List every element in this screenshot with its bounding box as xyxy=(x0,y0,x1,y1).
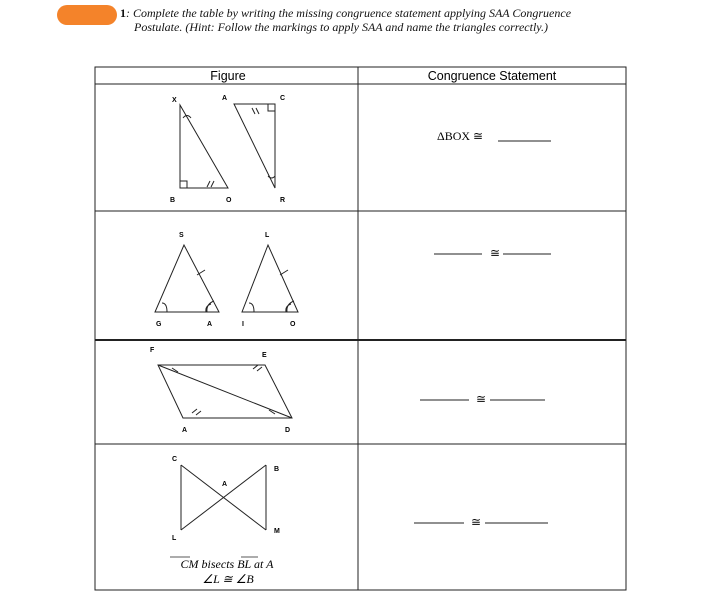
label-b: B xyxy=(170,197,176,204)
label-g: G xyxy=(156,321,162,328)
item-number: 1 xyxy=(120,6,126,20)
instructions-line2: Postulate. (Hint: Follow the markings to apply SAA and name the triangles correctly.) xyxy=(134,20,548,34)
angle-mark xyxy=(162,303,167,312)
label-d: D xyxy=(285,427,291,434)
label-x: X xyxy=(172,97,177,104)
label-a: A xyxy=(222,481,228,488)
table-border xyxy=(95,67,626,590)
triangle-sga xyxy=(155,245,219,312)
triangle-box xyxy=(180,105,228,188)
congruence-symbol: ≅ xyxy=(476,392,487,406)
right-angle-mark xyxy=(268,104,275,111)
angle-mark xyxy=(268,176,275,178)
label-i: I xyxy=(242,321,244,328)
congruence-symbol: ≅ xyxy=(490,246,501,260)
row3-figure xyxy=(158,365,292,418)
label-s: S xyxy=(179,232,184,239)
header-figure: Figure xyxy=(210,69,246,83)
label-l: L xyxy=(265,232,270,239)
row1-statement: ΔBOX ≅ xyxy=(437,129,484,143)
row1-figure xyxy=(180,104,275,188)
label-f: F xyxy=(150,347,155,354)
row2-figure xyxy=(155,245,298,312)
congruence-symbol: ≅ xyxy=(471,515,482,529)
given-bisects: CM bisects BL at A xyxy=(180,557,274,571)
side-mark xyxy=(207,181,214,187)
label-b: B xyxy=(274,466,280,473)
label-r: R xyxy=(280,197,286,204)
label-m: M xyxy=(274,528,280,535)
diagonal xyxy=(158,365,292,418)
angle-mark xyxy=(249,303,254,312)
table-grid xyxy=(95,67,626,590)
label-a: A xyxy=(182,427,188,434)
label-a: A xyxy=(222,95,228,102)
row4-figure xyxy=(181,465,266,530)
right-angle-mark xyxy=(180,181,187,188)
side-mark xyxy=(192,409,201,415)
angle-mark xyxy=(206,301,214,312)
label-l: L xyxy=(172,535,177,542)
label-a: A xyxy=(207,321,213,328)
instructions-line1: Complete the table by writing the missing congruence statement applying SAA Congruence xyxy=(133,6,572,20)
triangle-lio xyxy=(242,245,298,312)
label-o: O xyxy=(226,197,232,204)
side-mark xyxy=(252,108,259,114)
triangle-acr xyxy=(234,104,275,188)
label-c: C xyxy=(280,95,286,102)
side-mark xyxy=(280,270,288,275)
label-c: C xyxy=(172,456,178,463)
header-congruence-statement: Congruence Statement xyxy=(427,69,557,83)
angle-mark xyxy=(286,301,294,312)
given-angles: ∠L ≅ ∠B xyxy=(202,572,254,586)
label-o: O xyxy=(290,321,296,328)
label-e: E xyxy=(262,352,267,359)
side-mark xyxy=(253,365,262,371)
instructions: 1: Complete the table by writing the missing congruence statement applying SAA Congruence Postulate. (Hint: Follow the markings to apply SAA and name the triangles correctly.) xyxy=(120,6,710,34)
